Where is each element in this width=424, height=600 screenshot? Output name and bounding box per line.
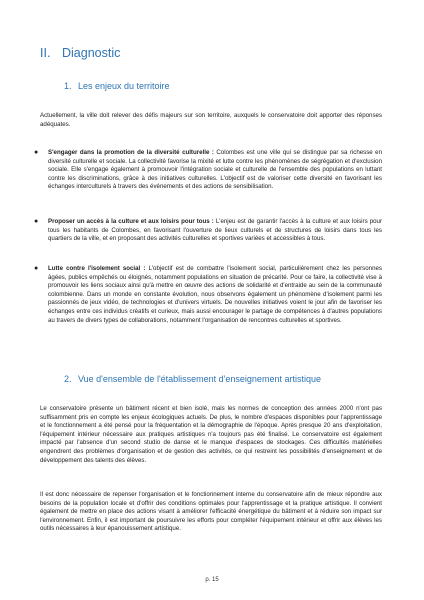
subsection-title-1: Les enjeux du territoire [78, 81, 170, 91]
bullet-icon: ● [34, 218, 39, 225]
bullet-text [48, 149, 382, 192]
subsection-number-1: 1. [64, 81, 72, 91]
bullet-access [34, 218, 383, 244]
bullet-lead: S'engager dans la promotion de la diversité culturelle : [48, 149, 214, 156]
bullet-lead: Proposer un accès à la culture et aux loisirs pour tous : [48, 218, 214, 225]
subsection-heading-1 [64, 81, 170, 91]
bullet-body: L'objectif est de combattre l'isolement social, particulièrement chez les personnes âgées, publics empêchés ou éloignés, notamment populations en situation de précarité. Pour ce faire, la collectivité vise à promouvoir les liens sociaux ainsi qu'à mettre en œuvre des actions de solidarité et d'entraide au sein de la communauté colombienne. Dans un monde en constante évolution, nous observons également un phénomène d'isolement parmi les passionnés de jeux vidéo, de technologies et d'univers virtuels. De nouvelles initiatives voient le jour afin de favoriser les échanges entre ces individus créatifs et curieux, mais aussi encourager le partage de compétences à d'autres populations au travers de divers types de collaborations, notamment l'organisation de rencontres culturelles et sportives. [48, 265, 382, 324]
bullet-body: Colombes est une ville qui se distingue par sa richesse en diversité culturelle et sociale. La collectivité favorise la mixité et lutte contre les phénomènes de ségrégation et d'exclusion sociale. Elle s'engage également à promouvoir l'intégration sociale et culturelle de l'ensemble des populations en luttant contre les discriminations, grâce à des initiatives culturelles. L'objectif est de valoriser cette diversité en favorisant les échanges interculturels à travers des événements et des actions de sensibilisation. [48, 149, 383, 191]
bullet-isolation [34, 265, 382, 325]
subsection-heading-2 [64, 374, 321, 384]
bullet-lead: Lutte contre l'isolement social : [48, 265, 146, 272]
page-number: p. 15 [205, 577, 219, 583]
bullet-body: L'enjeu est de garantir l'accès à la culture et aux loisirs pour tous les habitants de Colombes, en favorisant l'ouverture de lieux culturels et de structures de loisirs dans tous les quartiers de la ville, et en proposant des activités culturelles et sportives variées et accessibles à tous. [48, 218, 383, 243]
bullet-icon: ● [34, 265, 39, 272]
intro-paragraph: Actuellement, la ville doit relever des défis majeurs sur son territoire, auxquels le conservatoire doit apporter des réponses adéquates. [40, 112, 382, 128]
bullet-text [48, 265, 382, 325]
subsection-number-2: 2. [64, 374, 72, 384]
overview-paragraph-1: Le conservatoire présente un bâtiment récent et bien isolé, mais les normes de conception des années 2000 n'ont pas suffisamment pris en compte les enjeux écologiques actuels. De plus, le nombre d'espaces disponibles pour l'apprentissage et le fonctionnement a été pensé pour la fréquentation et la démographie de l'époque. Après presque 20 ans d'exploitation, l'équipement intérieur nécessaire aux pratiques artistiques n'a toujours pas été finalisé. Le conservatoire est également impacté par l'absence d'un second studio de danse et le manque d'espaces de stockages. Ces difficultés matérielles engendrent des problèmes d'organisation et de gestion des activités, ce qui restreint les possibilités d'enseignement et de développement des talents des élèves. [40, 405, 382, 464]
section-heading [40, 46, 120, 60]
bullet-text [48, 218, 382, 244]
subsection-title-2: Vue d'ensemble de l'établissement d'enseignement artistique [78, 374, 321, 384]
bullet-icon: ● [34, 149, 39, 156]
bullet-diversity [34, 149, 383, 192]
overview-paragraph-2: Il est donc nécessaire de repenser l'organisation et le fonctionnement interne du conservatoire afin de mieux répondre aux besoins de la population locale et d'offrir des conditions optimales pour l'apprentissage et la pratique artistique. Il convient également de mettre en place des actions visant à améliorer l'efficacité énergétique du bâtiment et à réduire son impact sur l'environnement. Enfin, il est important de poursuivre les efforts pour compléter l'équipement intérieur et offrir aux élèves les outils nécessaires à leur épanouissement artistique. [40, 491, 382, 533]
section-number: II. [40, 46, 51, 60]
section-title: Diagnostic [62, 46, 121, 60]
